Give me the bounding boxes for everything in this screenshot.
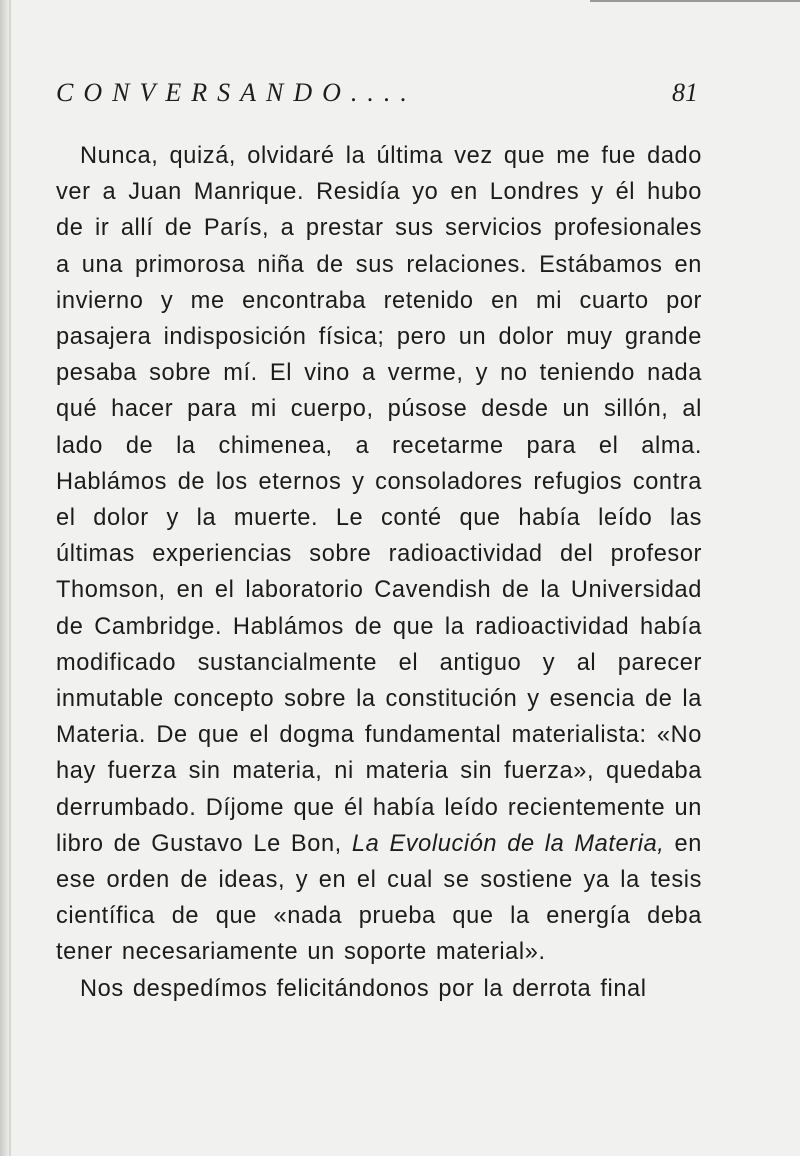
binding-gutter-line xyxy=(9,0,11,1156)
running-title: CONVERSANDO.... xyxy=(56,78,417,107)
paragraph-1-continuation: en ese orden de ideas, y en el cual se sostiene ya la tesis científica de que «nada prueba que la energía deba tener necesariamente un soporte material». xyxy=(56,830,702,966)
body-text xyxy=(56,138,702,1007)
paragraph-2: Nos despedímos felicitándonos por la derrota final xyxy=(80,975,647,1002)
paragraph-1 xyxy=(56,138,702,971)
book-page xyxy=(56,70,702,1007)
running-head xyxy=(56,70,702,122)
page-number: 81 xyxy=(672,78,698,107)
page-top-edge xyxy=(590,0,800,2)
paragraph-1-text: Nunca, quizá, olvidaré la última vez que me fue dado ver a Juan Manrique. Residía yo en Londres y él hubo de ir allí de París, a prestar sus servicios profesionales a una primorosa niña de sus relaciones. Estábamos en invierno y me encontraba retenido en mi cuarto por pasajera indisposición física; pero un dolor muy grande pesaba sobre mí. El vino a verme, y no teniendo nada qué hacer para mi cuerpo, púsose desde un sillón, al lado de la chimenea, a recetarme para el alma. Hablámos de los eternos y consoladores refugios contra el dolor y la muerte. Le conté que había leído las últimas experiencias sobre radioactividad del profesor Thomson, en el laboratorio Cavendish de la Universidad de Cambridge. Hablámos de que la radioactividad había modificado sustancialmente el antiguo y al parecer inmutable concepto sobre la constitución y esencia de la Materia. De que el dogma fundamental materialista: «No hay fuerza sin materia, ni materia sin fuerza», quedaba derrumbado. Díjome que él había leído recientemente un libro de Gustavo Le Bon, xyxy=(56,143,702,857)
book-title: La Evolución de la Materia, xyxy=(351,830,665,857)
